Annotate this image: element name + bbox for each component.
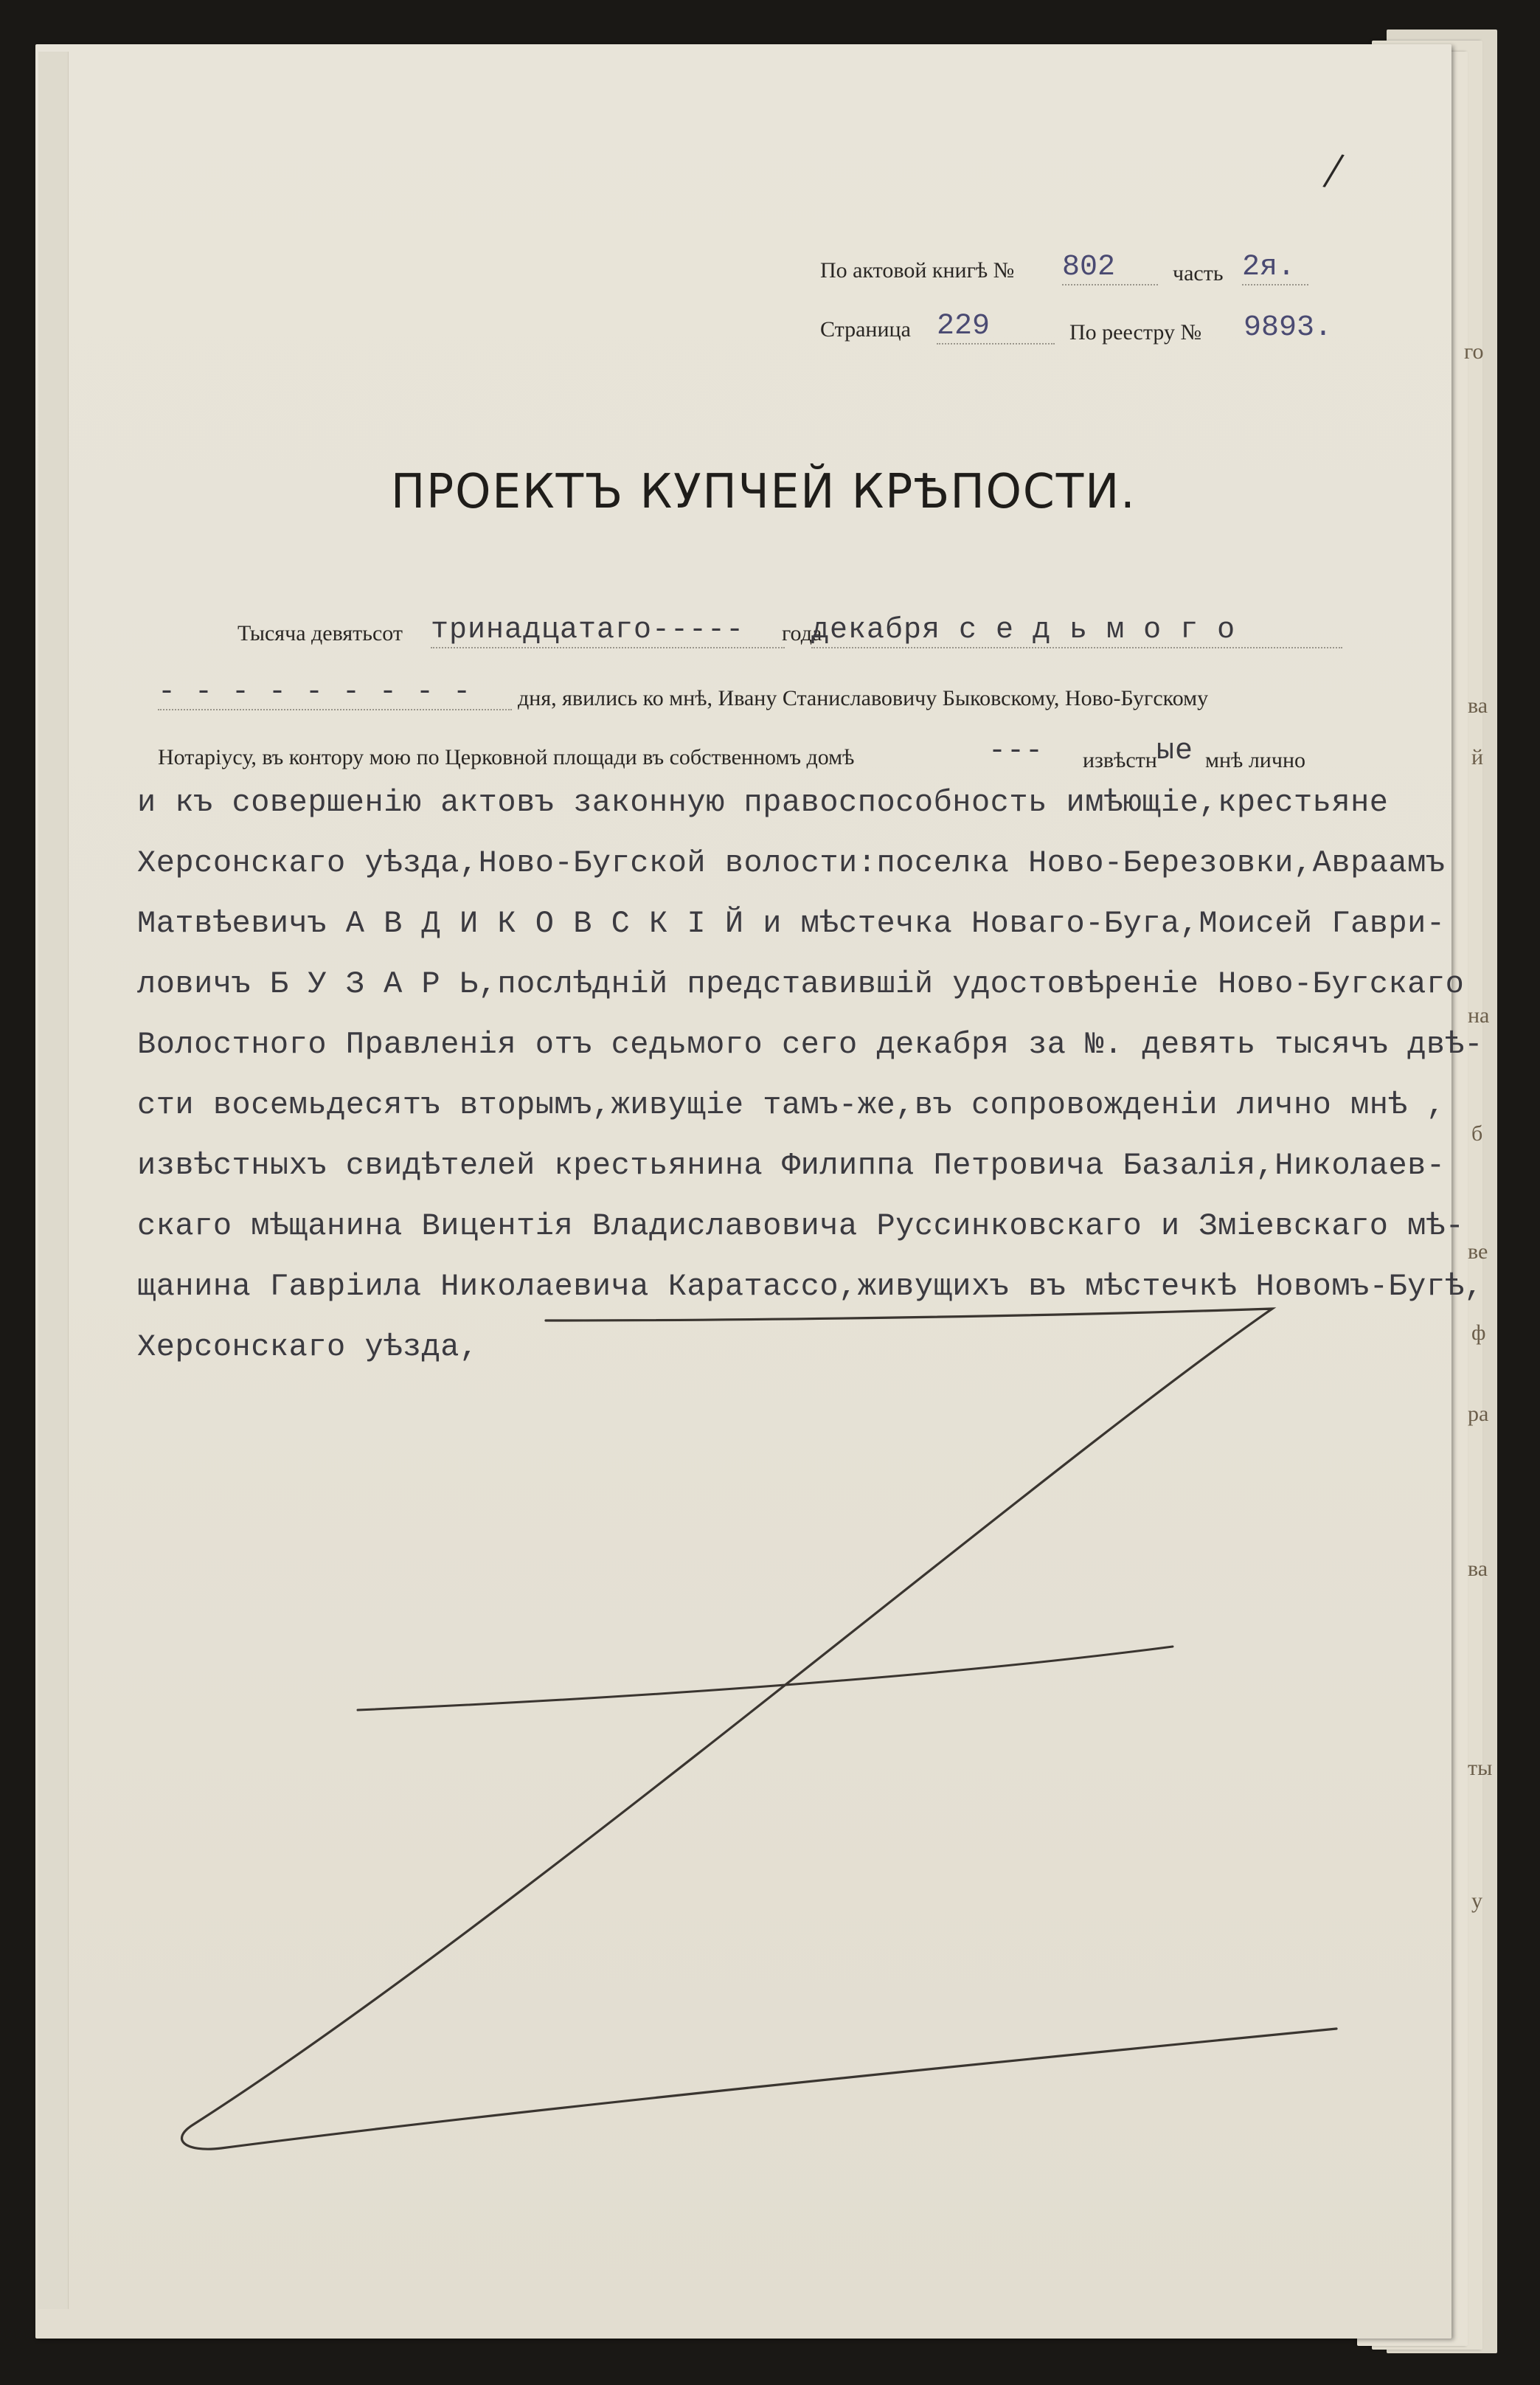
body-line: ловичъ Б У З А Р Ь,послѣдній представившій удостовѣреніе Ново-Бугскаго	[137, 966, 1465, 1002]
body-line: извѣстныхъ свидѣтелей крестьянина Филиппа Петровича Базалія,Николаев-	[137, 1148, 1446, 1183]
page-number: 229	[937, 310, 1055, 345]
margin-mark: й	[1471, 745, 1484, 769]
office-printed-known: извѣстн	[1083, 748, 1157, 772]
margin-mark: на	[1468, 1003, 1490, 1028]
body-line: Херсонскаго уѣзда,Ново-Бугской волости:поселка Ново-Березовки,Авраамъ	[137, 845, 1446, 881]
book-label: По актовой книгѣ №	[820, 258, 1015, 283]
margin-mark: ва	[1468, 1557, 1488, 1581]
margin-mark: б	[1471, 1121, 1483, 1146]
body-line: Матвѣевичъ А В Д И К О В С К І Й и мѣстечка Новаго-Буга,Моисей Гаври-	[137, 906, 1446, 941]
body-line: щанина Гавріила Николаевича Каратассо,живущихъ въ мѣстечкѣ Новомъ-Бугѣ,	[137, 1269, 1483, 1304]
part-label: часть	[1173, 261, 1224, 285]
date-printed-year: года	[782, 621, 822, 645]
margin-mark: ра	[1468, 1402, 1489, 1426]
body-line: и къ совершенію актовъ законную правоспособность имѣющіе,крестьяне	[137, 785, 1389, 820]
margin-mark: у	[1471, 1889, 1482, 1913]
registry-label: По реестру №	[1069, 320, 1202, 345]
body-line: скаго мѣщанина Вицентія Владиславовича Руссинковскаго и Зміевскаго мѣ-	[137, 1208, 1465, 1244]
office-printed-text: Нотаріусу, въ контору мою по Церковной площади въ собственномъ домѣ	[158, 745, 855, 769]
day-typed-dashes: - - - - - - - - -	[158, 676, 512, 710]
margin-mark: ве	[1468, 1239, 1488, 1264]
day-printed-text: дня, явились ко мнѣ, Ивану Станиславовичу Быковскому, Ново-Бугскому	[518, 686, 1209, 710]
book-number: 802	[1062, 251, 1158, 285]
margin-mark: ф	[1471, 1320, 1486, 1345]
page-label: Страница	[820, 317, 911, 342]
date-typed-year: тринадцатаго-----	[431, 614, 785, 648]
body-line: Херсонскаго уѣзда,	[137, 1329, 479, 1365]
margin-mark: го	[1464, 339, 1484, 364]
margin-mark: ты	[1468, 1756, 1493, 1780]
margin-mark: ва	[1468, 693, 1488, 718]
body-line: Волостного Правленія отъ седьмого сего декабря за №. девять тысячъ двѣ-	[137, 1027, 1483, 1062]
date-typed-month-day: декабря с е д ь м о г о	[811, 614, 1342, 648]
part-value: 2я.	[1242, 251, 1308, 285]
office-typed-dashes: ---	[988, 735, 1044, 768]
registry-number: 9893.	[1244, 311, 1333, 345]
body-line: сти восемьдесятъ вторымъ,живущіе тамъ-же,въ сопровожденіи лично мнѣ ,	[137, 1087, 1446, 1123]
office-typed-suffix: ые	[1156, 735, 1194, 768]
corner-pencil-mark: /	[1320, 139, 1348, 201]
date-printed-start: Тысяча девятьсот	[237, 621, 403, 645]
office-printed-end: мнѣ лично	[1205, 748, 1305, 772]
document-title: ПРОЕКТЪ КУПЧЕЙ КРѢПОСТИ.	[391, 465, 1137, 519]
